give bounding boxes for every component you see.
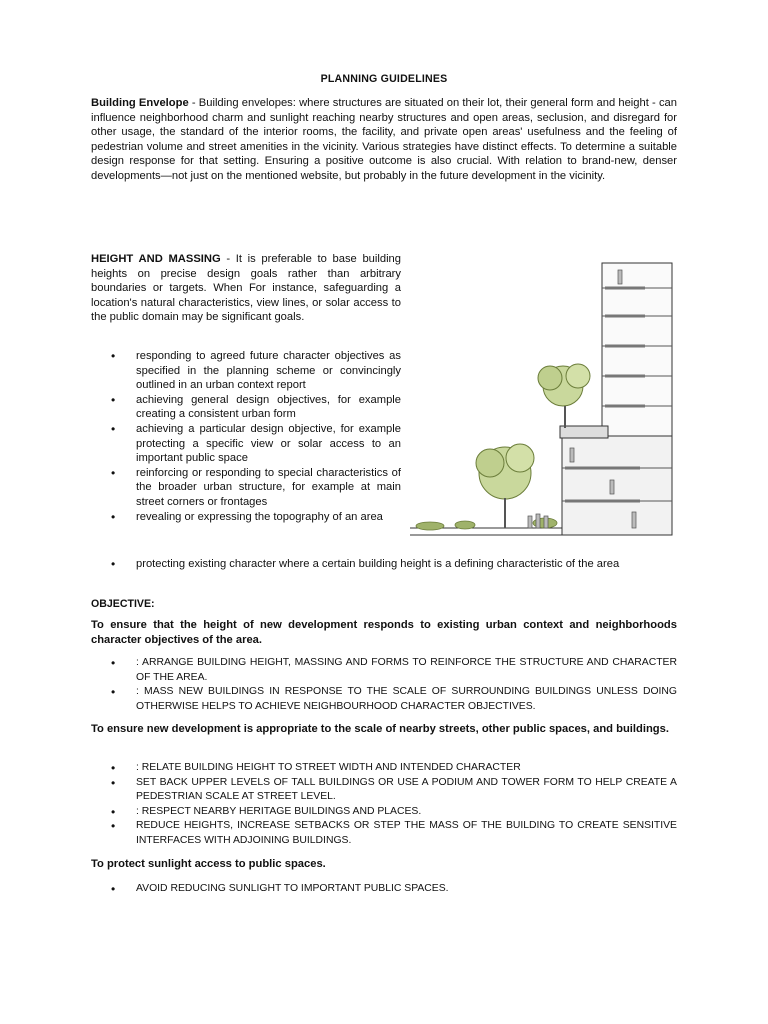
height-massing-term: HEIGHT AND MASSING xyxy=(91,253,221,265)
list-item: • : ARRANGE BUILDING HEIGHT, MASSING AND FORMS TO REINFORCE THE STRUCTURE AND CHARACTER OF THE AREA. xyxy=(91,656,677,685)
list-item: • revealing or expressing the topography of an area xyxy=(91,510,401,525)
building-envelope-text: - Building envelopes: where structures are situated on their lot, their general form and height - can influence neighborhood charm and sunlight reaching nearby structures and open areas, seclusion, and disregard for other usage, the standard of the interior rooms, the facility, and private open areas' usefulness and the feeling of pedestrian volume and street amenities in the vicinity. Various strategies have distinct effects. To determine a suitable design response for that setting. Ensuring a positive outcome is also crucial. With relation to brand-new, denser developments—not just on the mentioned website, but probably in the future development in the vicinity. xyxy=(91,97,677,182)
list-item: • AVOID REDUCING SUNLIGHT TO IMPORTANT PUBLIC SPACES. xyxy=(91,882,677,897)
list-item: • : RESPECT NEARBY HERITAGE BUILDINGS AND PLACES. xyxy=(91,805,677,820)
list-item: • REDUCE HEIGHTS, INCREASE SETBACKS OR STEP THE MASS OF THE BUILDING TO CREATE SENSITIVE INTERFACES WITH ADJOINING BUILDINGS. xyxy=(91,819,677,848)
list-item: • : MASS NEW BUILDINGS IN RESPONSE TO THE SCALE OF SURROUNDING BUILDINGS UNLESS DOING OTHERWISE HELPS TO ACHIEVE NEIGHBOURHOOD CHARACTER OBJECTIVES. xyxy=(91,685,677,714)
objective-statement: To ensure that the height of new development responds to existing urban context and neighborhoods character objectives of the area. xyxy=(91,619,677,646)
height-massing-bullets xyxy=(91,349,401,524)
list-item: • achieving general design objectives, for example creating a consistent urban form xyxy=(91,393,401,422)
objective-bullets xyxy=(91,761,677,849)
height-massing-text: - It is preferable to base building heights on precise design goals rather than arbitrary boundaries or targets. When For instance, safeguarding a location's natural characteristics, view lines, or solar access to the public domain may be significant goals. xyxy=(91,253,402,324)
objective-statement: To ensure new development is appropriate to the scale of nearby streets, other public spaces, and buildings. xyxy=(91,723,669,735)
objective-bullets xyxy=(91,882,677,897)
objective-statement: To protect sunlight access to public spaces. xyxy=(91,858,326,870)
list-item: • achieving a particular design objective, for example protecting a specific view or solar access to an important public space xyxy=(91,422,401,466)
list-item: • protecting existing character where a certain building height is a defining characteristic of the area xyxy=(91,557,677,572)
objective-bullets xyxy=(91,656,677,714)
building-envelope-term: Building Envelope xyxy=(91,97,189,109)
list-item: • responding to agreed future character objectives as specified in the planning scheme or convincingly outlined in an urban context report xyxy=(91,349,401,393)
building-envelope-paragraph xyxy=(91,96,677,184)
building-section-illustration xyxy=(410,258,678,542)
height-massing-last-bullet xyxy=(91,557,677,572)
height-massing-paragraph xyxy=(91,252,401,325)
objective-heading: OBJECTIVE: xyxy=(91,598,155,610)
list-item: • SET BACK UPPER LEVELS OF TALL BUILDINGS OR USE A PODIUM AND TOWER FORM TO HELP CREATE A PEDESTRIAN SCALE AT STREET LEVEL. xyxy=(91,776,677,805)
page-title: PLANNING GUIDELINES xyxy=(320,73,448,85)
list-item: • reinforcing or responding to special characteristics of the broader urban structure, for example at main street corners or frontages xyxy=(91,466,401,510)
list-item: • : RELATE BUILDING HEIGHT TO STREET WIDTH AND INTENDED CHARACTER xyxy=(91,761,677,776)
